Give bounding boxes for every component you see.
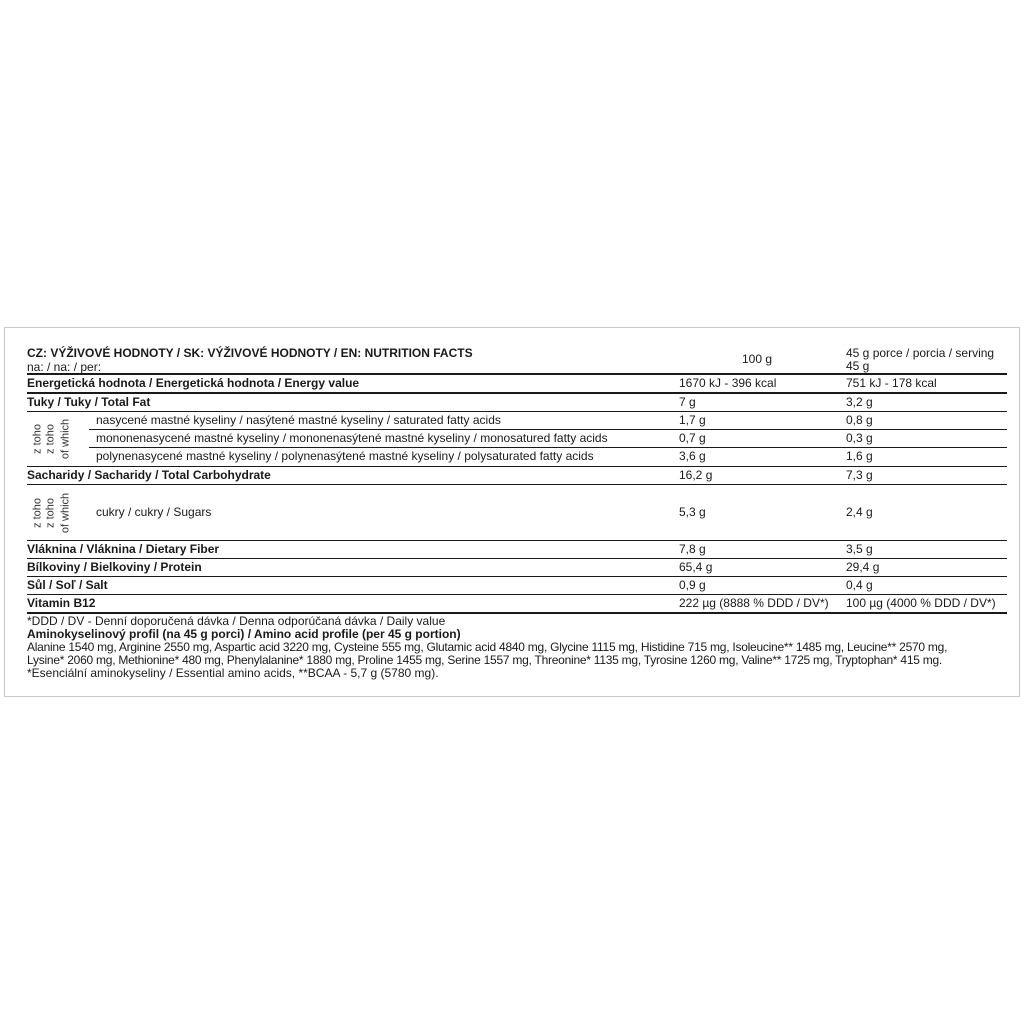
value-100g: 0,9 g (679, 578, 706, 592)
value-serving: 1,6 g (846, 449, 873, 463)
row-label: Energetická hodnota / Energetická hodnota / Energy value (27, 376, 360, 390)
row-salt (27, 577, 1007, 594)
row-vitamin-b12 (27, 595, 1007, 612)
row-carbohydrate (27, 467, 1007, 484)
value-100g: 222 µg (8888 % DDD / DV*) (679, 596, 829, 610)
of-which-text: z toho (31, 497, 44, 528)
of-which-label (29, 485, 85, 540)
column-serving: 45 g porce / porcia / serving 45 g (846, 346, 995, 373)
value-serving: 3,5 g (846, 542, 873, 556)
table-title: CZ: VÝŽIVOVÉ HODNOTY / SK: VÝŽIVOVÉ HODNOTY / EN: NUTRITION FACTS (27, 346, 473, 360)
row-fiber (27, 541, 1007, 558)
row-label: polynenasycené mastné kyseliny / polynenasýtené mastné kyseliny / polysaturated fatty acids (96, 449, 594, 463)
row-label: nasycené mastné kyseliny / nasýtené mastné kyseliny / saturated fatty acids (96, 413, 501, 427)
column-100g: 100 g (742, 352, 773, 366)
value-100g: 3,6 g (679, 449, 706, 463)
nutrition-table (27, 344, 1007, 680)
of-which-text: z toho (44, 424, 57, 454)
of-which-text: z toho (44, 497, 57, 528)
nutrition-label (4, 327, 1020, 697)
of-which-text: of which (59, 418, 72, 460)
of-which-text: z toho (31, 424, 44, 454)
value-100g: 1,7 g (679, 413, 706, 427)
value-100g: 0,7 g (679, 431, 706, 445)
row-energy (27, 375, 1007, 392)
value-serving: 0,8 g (846, 413, 873, 427)
row-saturated (27, 412, 1007, 429)
value-serving: 100 µg (4000 % DDD / DV*) (846, 596, 996, 610)
row-label: Tuky / Tuky / Total Fat (27, 395, 151, 409)
value-serving: 0,3 g (846, 431, 873, 445)
ddd-note: *DDD / DV - Denní doporučená dávka / Denna odporúčaná dávka / Daily value (27, 614, 446, 628)
value-serving: 3,2 g (846, 395, 873, 409)
row-label: mononenasycené mastné kyseliny / mononenasýtené mastné kyseliny / monosatured fatty acids (96, 431, 608, 445)
value-serving: 0,4 g (846, 578, 873, 592)
value-serving: 2,4 g (846, 505, 873, 519)
sugars-label: cukry / cukry / Sugars (96, 505, 212, 519)
row-label: Vitamin B12 (27, 596, 96, 610)
value-serving: 7,3 g (846, 468, 873, 482)
row-poly (27, 448, 1007, 465)
value-100g: 1670 kJ - 396 kcal (679, 376, 777, 390)
amino-title: Aminokyselinový profil (na 45 g porci) / Amino acid profile (per 45 g portion) (27, 627, 461, 641)
carb-subrows (27, 485, 1007, 540)
row-protein (27, 559, 1007, 576)
value-100g: 16,2 g (679, 468, 713, 482)
amino-line: *Esenciální aminokyseliny / Essential amino acids, **BCAA - 5,7 g (5780 mg). (27, 666, 439, 680)
row-label: Sacharidy / Sacharidy / Total Carbohydrate (27, 468, 271, 482)
value-100g: 7 g (679, 395, 696, 409)
footnotes (27, 614, 1007, 680)
row-mono (27, 430, 1007, 447)
per-label: na: / na: / per: (27, 360, 102, 374)
row-fat (27, 394, 1007, 411)
value-serving: 751 kJ - 178 kcal (846, 376, 937, 390)
value-serving: 29,4 g (846, 560, 880, 574)
value-100g: 65,4 g (679, 560, 713, 574)
row-label: Bílkoviny / Bielkoviny / Protein (27, 560, 202, 574)
amino-line: Lysine* 2060 mg, Methionine* 480 mg, Phenylalanine* 1880 mg, Proline 1455 mg, Serine 1557 mg, Threonine* 1135 mg, Tyrosine 1260 mg, Valine** 1725 mg, Tryptophan* 415 mg. (27, 653, 943, 667)
row-label: Vláknina / Vláknina / Dietary Fiber (27, 542, 220, 556)
fat-subrows (27, 412, 1007, 466)
amino-line: Alanine 1540 mg, Arginine 2550 mg, Aspartic acid 3220 mg, Cysteine 555 mg, Glutamic acid 4840 mg, Glycine 1115 mg, Histidine 715 mg, Isoleucine** 1485 mg, Leucine** 2570 mg, (27, 640, 948, 654)
of-which-text: of which (59, 492, 72, 533)
value-100g: 5,3 g (679, 505, 706, 519)
table-header (27, 344, 1007, 373)
value-100g: 7,8 g (679, 542, 706, 556)
row-label: Sůl / Soľ / Salt (27, 578, 108, 592)
